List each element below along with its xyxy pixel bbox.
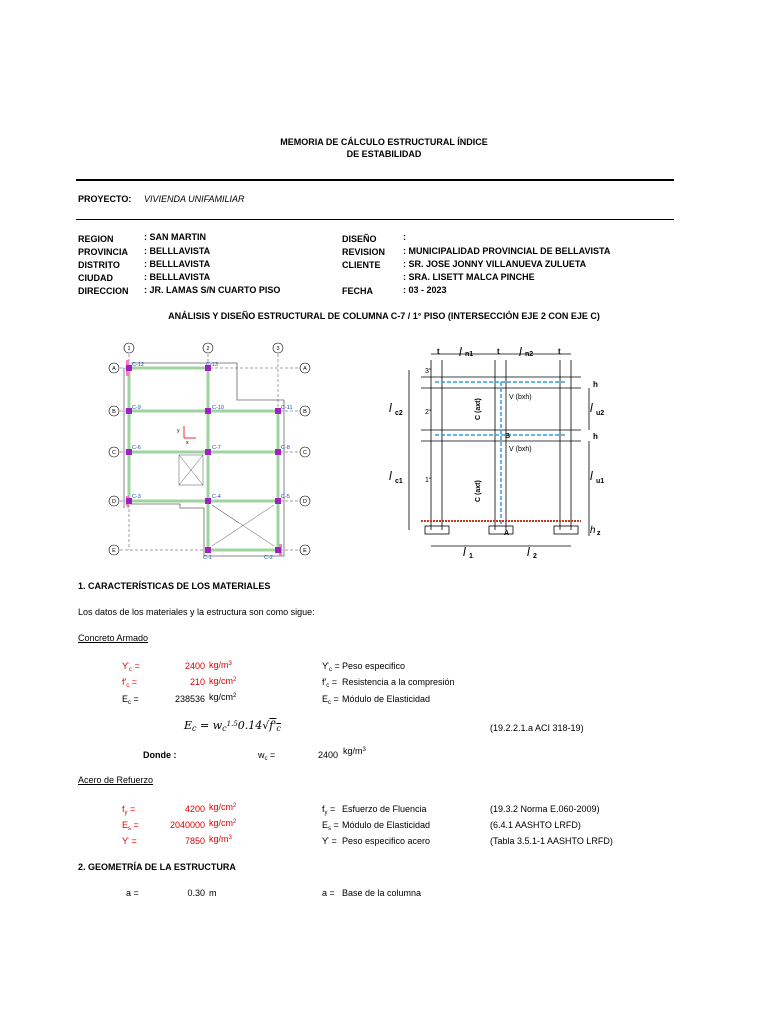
- param-symbol: f': [122, 677, 127, 687]
- info-value: : BELLLAVISTA: [144, 246, 211, 256]
- lu1-sub: u1: [596, 478, 605, 485]
- info-label: FECHA: [342, 286, 373, 296]
- desc-subscript: c: [328, 667, 332, 673]
- t-label: t: [437, 347, 440, 356]
- h-label: h: [593, 432, 598, 441]
- param-symbol: ϒ: [122, 836, 129, 846]
- axis-bubble-c: C: [112, 450, 116, 456]
- param-value: 2040000: [169, 820, 205, 830]
- param-symbol: E: [122, 694, 129, 704]
- param-value: 0.30: [187, 888, 205, 898]
- desc-equals: =: [329, 677, 337, 687]
- info-label: DISEÑO: [342, 234, 377, 244]
- ln2-label: l: [519, 345, 522, 359]
- desc-symbol: E: [322, 694, 329, 704]
- beam-label: V (bxh): [509, 446, 532, 453]
- floor-3-label: 3°: [425, 368, 432, 375]
- param-value: 210: [189, 677, 205, 687]
- param-subscript: c: [128, 667, 132, 673]
- info-label: DIRECCION: [78, 286, 129, 296]
- param-unit: kg/cm: [209, 818, 234, 828]
- column-label: C-2: [264, 555, 273, 561]
- info-value: : SR. JOSE JONNY VILLANUEVA ZULUETA: [403, 259, 587, 269]
- param-subscript: y: [124, 810, 128, 816]
- param-equals: =: [129, 677, 137, 687]
- axis-bubble-a-right: A: [303, 366, 307, 372]
- param-equals: =: [131, 661, 140, 671]
- axis-x-label: x: [186, 440, 189, 446]
- param-equals: =: [128, 836, 137, 846]
- lc2-sub: c2: [395, 410, 403, 417]
- lu2-sub: u2: [596, 410, 605, 417]
- desc-symbol: a =: [322, 888, 335, 898]
- axis-bubble-e: E: [112, 548, 116, 554]
- document-title-line2: DE ESTABILIDAD: [346, 149, 422, 159]
- param-value: 238536: [174, 694, 205, 704]
- point-b: B: [505, 433, 511, 440]
- document-title-line1: MEMORIA DE CÁLCULO ESTRUCTURAL ÍNDICE: [280, 137, 488, 147]
- column-label-upper: C (axt): [475, 398, 482, 420]
- wc-symbol: w: [258, 750, 265, 760]
- wc-equals: =: [267, 750, 276, 760]
- desc-equals: =: [331, 820, 339, 830]
- section2-title: 2. GEOMETRÍA DE LA ESTRUCTURA: [78, 862, 236, 872]
- lc1-label: l: [389, 469, 392, 483]
- column-label: C-8: [281, 445, 290, 451]
- info-value: : JR. LAMAS S/N CUARTO PISO: [144, 285, 281, 295]
- info-value: : BELLLAVISTA: [144, 259, 211, 269]
- param-reference: (19.3.2 Norma E.060-2009): [490, 804, 600, 814]
- donde-label: Donde :: [143, 750, 177, 760]
- param-description: Base de la columna: [342, 888, 422, 898]
- t-label: t: [558, 347, 561, 356]
- info-value: : SRA. LISETT MALCA PINCHE: [403, 272, 535, 282]
- param-description: Peso especifico acero: [342, 836, 431, 846]
- desc-equals: =: [328, 836, 337, 846]
- info-label: CLIENTE: [342, 260, 381, 270]
- axis-bubble-c-right: C: [303, 450, 307, 456]
- h-label: h: [593, 380, 598, 389]
- param-value: 2400: [184, 661, 205, 671]
- param-equals: =: [131, 820, 139, 830]
- floor-1-label: 1°: [425, 477, 432, 484]
- desc-subscript: y: [324, 810, 328, 816]
- param-description: Resistencia a la compresión: [342, 677, 455, 687]
- l2-label: l: [527, 545, 530, 559]
- param-symbol: f: [122, 804, 125, 814]
- project-value: VIVIENDA UNIFAMILIAR: [144, 194, 245, 204]
- param-unit-exp: 2: [233, 819, 237, 825]
- lc1-sub: c1: [395, 478, 403, 485]
- column-label: C-12: [132, 362, 144, 368]
- elasticity-formula: $E_c = w_c^{1.5}0.14√f'_c$: [184, 719, 281, 733]
- column-label: C-3: [132, 494, 141, 500]
- axis-bubble-2: 2: [206, 346, 210, 352]
- param-reference: (Tabla 3.5.1-1 AASHTO LRFD): [490, 836, 613, 846]
- info-label: REVISION: [342, 247, 386, 257]
- lc2-label: l: [389, 401, 392, 415]
- param-unit-exp: 3: [228, 661, 232, 667]
- desc-equals: =: [331, 661, 340, 671]
- divider-top: [76, 179, 674, 181]
- l1-label: l: [463, 545, 466, 559]
- desc-symbol: f: [322, 804, 325, 814]
- info-value: : MUNICIPALIDAD PROVINCIAL DE BELLAVISTA: [403, 246, 611, 256]
- floor-plan-diagram: [104, 338, 324, 580]
- column-label: C-9: [132, 405, 141, 411]
- desc-equals: =: [331, 694, 339, 704]
- axis-bubble-b: B: [112, 409, 116, 415]
- l2-sub: 2: [533, 553, 537, 560]
- param-description: Esfuerzo de Fluencia: [342, 804, 427, 814]
- wc-subscript: c: [264, 756, 268, 762]
- param-description: Módulo de Elasticidad: [342, 694, 431, 704]
- param-unit: m: [209, 888, 217, 898]
- axis-bubble-d: D: [112, 499, 116, 505]
- column-label: C-6: [132, 445, 141, 451]
- desc-subscript: c: [328, 700, 332, 706]
- info-label: PROVINCIA: [78, 247, 129, 257]
- column-label: C-1: [203, 555, 212, 561]
- axis-bubble-a: A: [112, 366, 116, 372]
- info-value: : 03 - 2023: [403, 285, 447, 295]
- param-equals: =: [131, 694, 139, 704]
- axis-bubble-3: 3: [276, 346, 280, 352]
- desc-symbol: E: [322, 820, 329, 830]
- analysis-title: ANÁLISIS Y DISEÑO ESTRUCTURAL DE COLUMNA C-7 / 1° PISO (INTERSECCIÓN EJE 2 CON EJE C): [168, 311, 600, 321]
- desc-symbol: f': [322, 677, 327, 687]
- floor-2-label: 2°: [425, 409, 432, 416]
- param-value: 4200: [184, 804, 205, 814]
- param-unit-exp: 2: [233, 677, 237, 683]
- ln2-sub: n2: [525, 351, 534, 358]
- wc-unit: kg/m: [343, 746, 363, 756]
- param-unit-exp: 2: [233, 693, 237, 699]
- section1-intro: Los datos de los materiales y la estructura son como sigue:: [78, 607, 315, 617]
- desc-subscript: c: [326, 683, 330, 689]
- param-subscript: s: [128, 826, 132, 832]
- info-value: : SAN MARTIN: [144, 232, 206, 242]
- column-label-lower: C (axt): [475, 480, 482, 502]
- column-label: C-7: [212, 445, 221, 451]
- desc-equals: =: [327, 804, 336, 814]
- param-unit-exp: 2: [233, 803, 237, 809]
- ln1-label: l: [459, 345, 462, 359]
- info-label: CIUDAD: [78, 273, 113, 283]
- desc-subscript: s: [328, 826, 332, 832]
- axis-y-label: y: [177, 428, 180, 434]
- steel-heading: Acero de Refuerzo: [78, 775, 154, 785]
- param-symbol: ϒ: [122, 661, 129, 671]
- column-label: C-11: [281, 405, 293, 411]
- param-reference: (6.4.1 AASHTO LRFD): [490, 820, 581, 830]
- lu2-label: l: [590, 401, 593, 415]
- param-unit: kg/m: [209, 660, 229, 670]
- l1-sub: 1: [469, 553, 473, 560]
- info-label: DISTRITO: [78, 260, 120, 270]
- wc-value: 2400: [317, 750, 338, 760]
- point-a: A: [504, 530, 510, 537]
- lu1-label: l: [590, 469, 593, 483]
- param-value: 7850: [184, 836, 205, 846]
- param-unit: kg/m: [209, 834, 229, 844]
- project-label: PROYECTO:: [78, 194, 132, 204]
- param-symbol: a =: [126, 888, 139, 898]
- axis-bubble-d-right: D: [303, 499, 307, 505]
- hz-label: h: [590, 525, 596, 536]
- ln1-sub: n1: [465, 351, 474, 358]
- desc-symbol: ϒ: [322, 661, 329, 671]
- axis-bubble-e-right: E: [303, 548, 307, 554]
- wc-unit-exp: 3: [362, 747, 366, 753]
- param-unit-exp: 3: [228, 835, 232, 841]
- param-unit: kg/cm: [209, 676, 234, 686]
- column-label: C-5: [281, 494, 290, 500]
- param-description: Peso especifico: [342, 661, 406, 671]
- param-description: Módulo de Elasticidad: [342, 820, 431, 830]
- param-unit: kg/cm: [209, 802, 234, 812]
- beam-label: V (bxh): [509, 394, 532, 401]
- hz-sub: z: [597, 530, 601, 537]
- info-value: : BELLLAVISTA: [144, 272, 211, 282]
- desc-symbol: ϒ: [322, 836, 329, 846]
- param-symbol: E: [122, 820, 129, 830]
- column-label: C-13: [206, 362, 218, 368]
- column-label: C-4: [212, 494, 221, 500]
- param-unit: kg/cm: [209, 692, 234, 702]
- formula-reference: (19.2.2.1.a ACI 318-19): [490, 723, 584, 733]
- info-label: REGION: [78, 234, 114, 244]
- t-label: t: [497, 347, 500, 356]
- param-equals: =: [127, 804, 136, 814]
- param-subscript: c: [128, 700, 132, 706]
- divider-project: [76, 219, 674, 220]
- axis-bubble-b-right: B: [303, 409, 307, 415]
- frame-elevation-diagram: [385, 340, 615, 562]
- section1-title: 1. CARACTERÍSTICAS DE LOS MATERIALES: [78, 581, 271, 591]
- column-label: C-10: [212, 405, 224, 411]
- axis-bubble-1: 1: [127, 346, 131, 352]
- param-subscript: c: [126, 683, 130, 689]
- info-value: :: [403, 232, 406, 242]
- concrete-heading: Concreto Armado: [78, 633, 149, 643]
